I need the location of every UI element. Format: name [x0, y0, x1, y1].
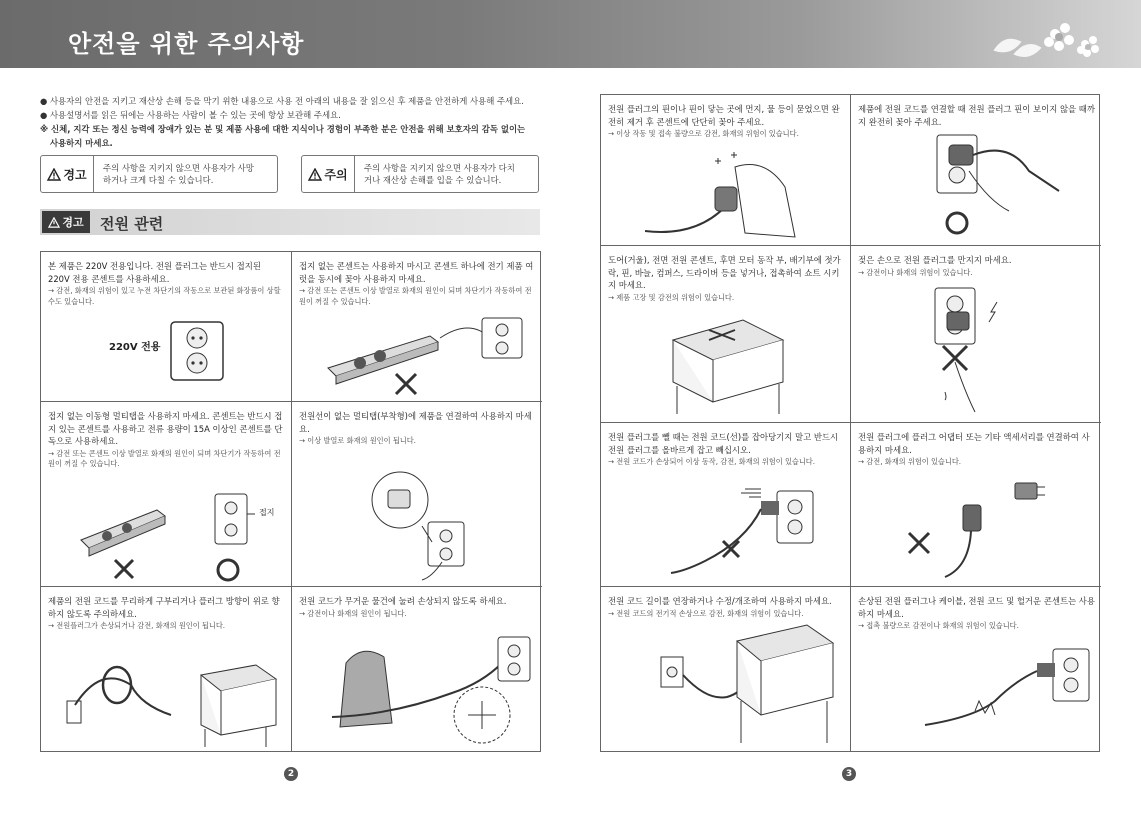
page-title: 안전을 위한 주의사항 — [68, 30, 305, 58]
cleaning-plug-icon — [645, 147, 815, 243]
portable-multitap-icon — [77, 490, 287, 582]
legend-text: 거나 재산상 손해를 입을 수 있습니다. — [364, 175, 502, 185]
warning-label — [41, 156, 94, 192]
warning-cell — [292, 402, 542, 587]
legend-caution — [301, 155, 539, 193]
cell-text: 도어(거울), 전면 전원 콘센트, 후면 모터 동작 부, 배기부에 젓가락, 핀, 바늘, 컴퍼스, 드라이버 등을 넣거나, 접촉하여 쇼트 시키지 마세요. — [608, 255, 841, 290]
cell-note: → 감전, 화재의 위험이 있습니다. — [858, 457, 962, 466]
warning-cell — [851, 423, 1101, 587]
bent-cord-appliance-icon — [61, 645, 286, 749]
voltage-label: 220V 전용 — [109, 342, 161, 353]
cell-note: → 전원 코드가 손상되어 이상 동작, 감전, 화재의 위험이 있습니다. — [608, 457, 816, 466]
cell-text: 제품에 전원 코드를 연결할 때 전원 플러그 핀이 보이지 않을 때까지 완전히 꽂아 주세요. — [858, 104, 1095, 127]
cell-text: 접지 없는 이동형 멀티탭을 사용하지 마세요. 콘센트는 반드시 접지 있는 콘센트를 사용하고 전류 용량이 15A 이상인 콘센트를 단독으로 사용하세요. — [48, 411, 283, 446]
cell-note: → 전원플러그가 손상되거나 감전, 화재의 원인이 됩니다. — [48, 621, 226, 630]
cell-text: 전원 플러그를 뺄 때는 전원 코드(선)를 잡아당기지 말고 반드시 전원 플러그를 올바르게 잡고 빼십시오. — [608, 432, 839, 455]
legend-text: 주의 사항을 지키지 않으면 사용자가 사망 — [103, 163, 254, 173]
warning-cell — [41, 252, 292, 402]
warning-triangle-icon — [47, 168, 61, 181]
page-number-left: 2 — [284, 767, 298, 781]
cell-note: → 제품 고장 및 감전의 위험이 있습니다. — [608, 292, 735, 302]
cell-text: 제품의 전원 코드를 무리하게 구부리거나 플러그 방향이 위로 향하지 않도록 주의하세요. — [48, 596, 280, 619]
cell-note: → 감전이나 화재의 위험이 있습니다. — [858, 267, 973, 277]
intro-line: ※ 신체, 지각 또는 정신 능력에 장애가 있는 분 및 제품 사용에 대한 지식이나 경험이 부족한 분은 안전을 위해 보호자의 감독 없이는 — [40, 124, 526, 134]
wall-outlet-icon — [169, 320, 225, 382]
cell-text: 전원 플러그에 플러그 어댑터 또는 기타 액세서리를 연결하여 사용하지 마세요. — [858, 432, 1090, 455]
cell-text: 전원 플러그의 핀이나 핀이 닿는 곳에 먼지, 물 등이 묻었으면 완전히 제거 후 콘센트에 단단히 꽂아 주세요. — [608, 104, 840, 127]
warning-label-text: 경고 — [63, 167, 87, 182]
right-warning-grid — [600, 94, 1100, 752]
cell-note: → 접촉 불량으로 감전이나 화재의 위험이 있습니다. — [858, 621, 1019, 630]
cell-note: → 이상 발열로 화재의 원인이 됩니다. — [299, 436, 416, 445]
cell-text: 젖은 손으로 전원 플러그를 만지지 마세요. — [858, 255, 1012, 265]
left-warning-grid — [40, 251, 541, 752]
warning-cell — [851, 246, 1101, 423]
cell-text: 전원선이 없는 멀티탭(부착형)에 제품을 연결하여 사용하지 마세요. — [299, 411, 532, 434]
warning-triangle-icon — [48, 217, 60, 228]
attached-multitap-icon — [362, 462, 482, 582]
cell-text: 전원 코드가 무거운 물건에 눌려 손상되지 않도록 하세요. — [299, 596, 507, 606]
cell-note: → 감전 또는 콘센트 이상 발열로 화재의 원인이 되며 차단기가 작동하여 전원이 꺼질 수 있습니다. — [48, 448, 281, 468]
wet-hand-plug-icon — [925, 282, 1045, 420]
multi-plug-strip-icon — [320, 308, 530, 398]
warning-cell — [851, 587, 1101, 751]
intro-line: 사용하지 마세요. — [50, 138, 113, 148]
page-number-right: 3 — [842, 767, 856, 781]
heavy-object-on-cord-icon — [332, 623, 537, 749]
cell-note: → 감전 또는 콘센트 이상 발열로 화재의 원인이 되며 차단기가 작동하여 전원이 꺼질 수 있습니다. — [299, 286, 532, 306]
plug-insert-icon — [929, 131, 1089, 243]
warning-cell — [601, 423, 851, 587]
warning-cell — [601, 587, 851, 751]
warning-cell — [601, 95, 851, 246]
appliance-short-circuit-icon — [663, 310, 793, 420]
plug-adapter-icon — [905, 477, 1085, 581]
intro-notes — [40, 94, 550, 150]
cell-text: 본 제품은 220V 전용입니다. 전원 플러그는 반드시 접지된 220V 전용 콘센트를 사용하세요. — [48, 261, 261, 284]
cell-text: 손상된 전원 플러그나 케이블, 전원 코드 및 헐거운 콘센트는 사용하지 마세요. — [858, 596, 1095, 619]
caution-label-text: 주의 — [324, 167, 348, 182]
section-badge-text: 경고 — [62, 216, 84, 229]
flower-decoration-icon — [985, 10, 1105, 64]
pull-cord-icon — [665, 481, 845, 581]
cell-text: 전원 코드 길이를 연장하거나 수정/개조하여 사용하지 마세요. — [608, 596, 832, 606]
section-badge — [42, 211, 90, 233]
warning-cell — [601, 246, 851, 423]
warning-cell — [292, 587, 542, 751]
intro-line: ● 사용설명서를 읽은 뒤에는 사용하는 사람이 볼 수 있는 곳에 항상 보관해 주세요. — [40, 110, 341, 120]
warning-cell — [292, 252, 542, 402]
caution-triangle-icon — [308, 168, 322, 181]
cell-note: → 전원 코드의 전기적 손상으로 감전, 화재의 위험이 있습니다. — [608, 608, 804, 618]
warning-cell — [41, 402, 292, 587]
legend-warning — [40, 155, 278, 193]
section-title: 전원 관련 — [100, 215, 164, 233]
extension-cord-icon — [657, 621, 837, 747]
header-banner — [0, 0, 1141, 68]
section-header — [40, 209, 540, 235]
damaged-cord-icon — [915, 641, 1095, 745]
cell-note: → 감전, 화재의 위험이 있고 누전 차단기의 작동으로 보관된 화장품이 상할 수도 있습니다. — [48, 286, 281, 306]
ground-label: 접지 — [259, 508, 275, 517]
caution-label — [302, 156, 355, 192]
intro-line: ● 사용자의 안전을 지키고 재산상 손해 등을 막기 위한 내용으로 사용 전 아래의 내용을 잘 읽으신 후 제품을 안전하게 사용해 주세요. — [40, 96, 524, 106]
cell-text: 접지 없는 콘센트는 사용하지 마시고 콘센트 하나에 전기 제품 여럿을 동시에 꽂아 사용하지 마세요. — [299, 261, 534, 284]
legend-text: 주의 사항을 지키지 않으면 사용자가 다치 — [364, 163, 515, 173]
warning-cell — [41, 587, 292, 751]
cell-note: → 감전이나 화재의 원인이 됩니다. — [299, 608, 407, 618]
warning-cell — [851, 95, 1101, 246]
cell-note: → 이상 작동 및 접속 불량으로 감전, 화재의 위험이 있습니다. — [608, 129, 799, 138]
legend-text: 하거나 크게 다칠 수 있습니다. — [103, 175, 214, 185]
